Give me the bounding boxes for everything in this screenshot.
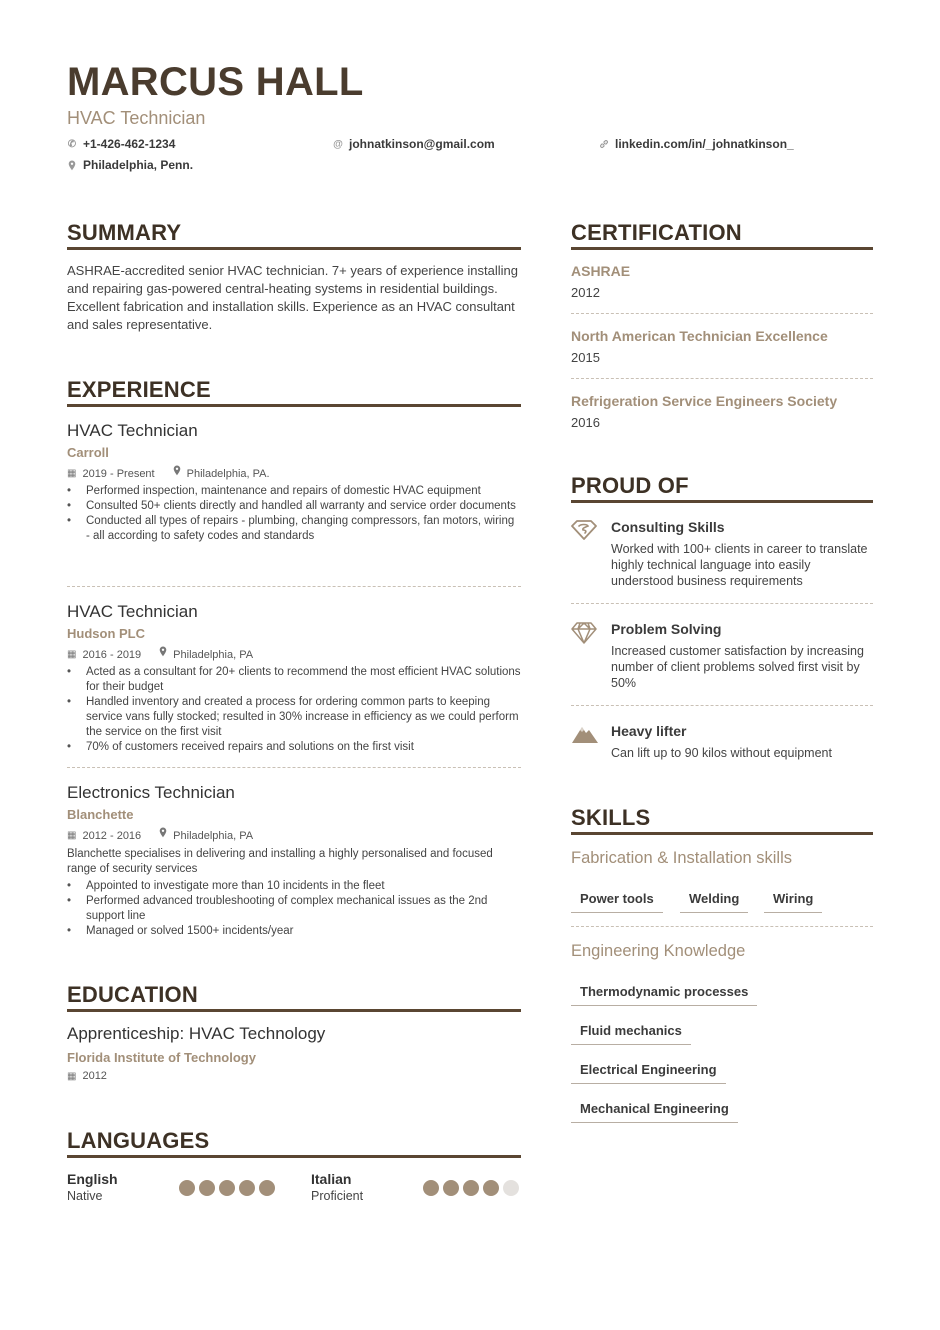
proficiency-dot-filled xyxy=(463,1180,479,1196)
proficiency-dot-filled xyxy=(199,1180,215,1196)
job-dates: 2019 - Present xyxy=(82,467,155,480)
job-location xyxy=(173,465,270,482)
email-text[interactable]: johnatkinson@gmail.com xyxy=(349,137,495,151)
linkedin-contact[interactable] xyxy=(599,137,794,151)
education-heading: EDUCATION xyxy=(67,982,521,1012)
job-location xyxy=(159,827,253,844)
job-location-text: Philadelphia, PA. xyxy=(186,467,270,480)
job-bullets xyxy=(67,879,521,939)
calendar-icon: ▦ xyxy=(67,829,77,841)
location-contact xyxy=(67,158,193,172)
skill-tag: Welding xyxy=(680,890,748,913)
job-location-text: Philadelphia, PA xyxy=(173,648,254,661)
summary-text: ASHRAE-accredited senior HVAC technician. 7+ years of experience installing and repairing gas-powered central-heating systems in residential buildings. Excellent fabrication and installation skills. Experience as an HVAC consultant and sales representative. xyxy=(67,263,519,332)
job-location-text: Philadelphia, PA xyxy=(173,829,254,842)
job-bullets xyxy=(67,484,521,544)
certification-name: ASHRAE xyxy=(571,263,631,279)
divider xyxy=(67,767,521,768)
achievement-title: Consulting Skills xyxy=(611,519,725,535)
calendar-icon: ▦ xyxy=(67,648,77,660)
language-level: Proficient xyxy=(311,1189,364,1203)
achievement-text: Can lift up to 90 kilos without equipment xyxy=(611,746,832,760)
achievement-title: Heavy lifter xyxy=(611,723,687,739)
superman-icon xyxy=(571,518,611,589)
skill-tag: Thermodynamic processes xyxy=(571,983,757,1006)
job-bullets xyxy=(67,665,521,755)
certification-heading: CERTIFICATION xyxy=(571,220,873,250)
location-pin-icon xyxy=(173,465,181,482)
certification-item xyxy=(571,327,873,366)
language-name: Italian xyxy=(311,1171,352,1187)
skill-group-title: Engineering Knowledge xyxy=(571,942,746,960)
education-year-text: 2012 xyxy=(82,1070,107,1082)
proud-of-heading: PROUD OF xyxy=(571,473,873,503)
certification-year: 2015 xyxy=(571,350,600,365)
job-meta xyxy=(67,827,521,844)
language-level: Native xyxy=(67,1189,103,1203)
certification-item xyxy=(571,262,873,301)
calendar-icon: ▦ xyxy=(67,1070,77,1082)
skill-tag: Power tools xyxy=(571,890,663,913)
diamond-icon xyxy=(571,620,611,691)
proficiency-dot-filled xyxy=(239,1180,255,1196)
candidate-name: MARCUS HALL xyxy=(67,60,364,104)
job-bullet: • Conducted all types of repairs - plumbing, changing compressors, fan motors, wiring - all according to safety codes and standards xyxy=(67,514,521,544)
location-text: Philadelphia, Penn. xyxy=(83,158,194,172)
divider xyxy=(571,705,873,706)
divider xyxy=(571,603,873,604)
proficiency-dot-filled xyxy=(179,1180,195,1196)
skill-tag: Wiring xyxy=(764,890,822,913)
experience-item xyxy=(67,420,521,544)
degree-title: Apprenticeship: HVAC Technology xyxy=(67,1024,326,1043)
phone-contact xyxy=(67,137,175,151)
education-year xyxy=(67,1070,107,1082)
job-title: Electronics Technician xyxy=(67,783,235,802)
location-pin-icon xyxy=(159,646,167,663)
achievement-text: Worked with 100+ clients in career to translate highly technical language into easily understood business requirements xyxy=(611,542,868,588)
job-bullet: • Consulted 50+ clients directly and handled all warranty and service order documents xyxy=(67,499,521,514)
experience-item xyxy=(67,601,521,755)
link-icon xyxy=(599,139,609,149)
achievement-item xyxy=(571,620,873,691)
job-meta xyxy=(67,465,521,482)
divider xyxy=(571,378,873,379)
certification-item xyxy=(571,392,873,431)
job-dates: 2012 - 2016 xyxy=(82,829,142,842)
location-pin-icon xyxy=(159,827,167,844)
job-bullet: • Acted as a consultant for 20+ clients to recommend the most efficient HVAC solutions for their budget xyxy=(67,665,521,695)
company-name: Blanchette xyxy=(67,807,134,822)
calendar-icon: ▦ xyxy=(67,467,77,479)
company-name: Hudson PLC xyxy=(67,626,145,641)
mountain-icon xyxy=(571,722,611,761)
job-title: HVAC Technician xyxy=(67,602,198,621)
achievement-title: Problem Solving xyxy=(611,621,722,637)
company-name: Carroll xyxy=(67,445,109,460)
language-proficiency-dots xyxy=(423,1180,519,1196)
skill-group-title: Fabrication & Installation skills xyxy=(571,849,793,867)
proficiency-dot-empty xyxy=(503,1180,519,1196)
skills-heading: SKILLS xyxy=(571,805,873,835)
languages-heading: LANGUAGES xyxy=(67,1128,521,1158)
job-bullet: • Performed advanced troubleshooting of complex mechanical issues as the 2nd support line xyxy=(67,894,521,924)
job-meta xyxy=(67,646,521,663)
proficiency-dot-filled xyxy=(443,1180,459,1196)
experience-item xyxy=(67,782,521,939)
location-pin-icon xyxy=(67,160,77,171)
proficiency-dot-filled xyxy=(483,1180,499,1196)
summary-heading: SUMMARY xyxy=(67,220,521,250)
skill-tag: Electrical Engineering xyxy=(571,1061,726,1084)
candidate-role: HVAC Technician xyxy=(67,108,206,128)
divider xyxy=(571,313,873,314)
achievement-item xyxy=(571,518,873,589)
proficiency-dot-filled xyxy=(259,1180,275,1196)
certification-name: Refrigeration Service Engineers Society xyxy=(571,393,838,409)
skill-tag: Fluid mechanics xyxy=(571,1022,691,1045)
experience-heading: EXPERIENCE xyxy=(67,377,521,407)
job-bullet: • Managed or solved 1500+ incidents/year xyxy=(67,924,521,939)
at-icon: @ xyxy=(333,138,343,150)
linkedin-text[interactable]: linkedin.com/in/_johnatkinson_ xyxy=(615,137,794,151)
phone-text: +1-426-462-1234 xyxy=(83,137,176,151)
proficiency-dot-filled xyxy=(219,1180,235,1196)
job-title: HVAC Technician xyxy=(67,421,198,440)
language-item xyxy=(67,1170,118,1204)
skill-tag: Mechanical Engineering xyxy=(571,1100,738,1123)
achievement-item xyxy=(571,722,873,761)
school-name: Florida Institute of Technology xyxy=(67,1050,256,1065)
proficiency-dot-filled xyxy=(423,1180,439,1196)
certification-name: North American Technician Excellence xyxy=(571,328,828,344)
achievement-text: Increased customer satisfaction by increasing number of client problems solved first visit by 50% xyxy=(611,644,864,690)
divider xyxy=(67,586,521,587)
certification-year: 2016 xyxy=(571,415,600,430)
certification-year: 2012 xyxy=(571,285,600,300)
job-bullet: • 70% of customers received repairs and solutions on the first visit xyxy=(67,740,521,755)
language-proficiency-dots xyxy=(179,1180,275,1196)
job-bullet: • Performed inspection, maintenance and repairs of domestic HVAC equipment xyxy=(67,484,521,499)
company-description: Blanchette specialises in delivering and installing a highly personalised and focused range of security services xyxy=(67,848,493,875)
divider xyxy=(571,926,873,927)
job-dates: 2016 - 2019 xyxy=(82,648,142,661)
phone-icon: ✆ xyxy=(67,138,77,150)
email-contact[interactable] xyxy=(333,137,495,151)
language-item xyxy=(311,1170,363,1204)
job-bullet: • Handled inventory and created a process for ordering common parts to keeping service vans fully stocked; resulted in 30% increase in efficiency as we could perform the service on the first visit xyxy=(67,695,521,740)
language-name: English xyxy=(67,1171,118,1187)
job-location xyxy=(159,646,253,663)
job-bullet: • Appointed to investigate more than 10 incidents in the fleet xyxy=(67,879,521,894)
